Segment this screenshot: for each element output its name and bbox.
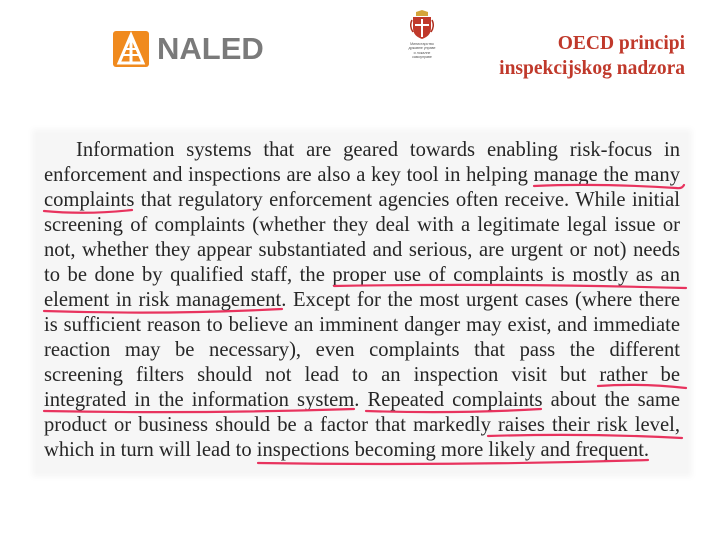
naled-mark-icon xyxy=(113,31,149,67)
excerpt-line: reaction may be necessary), even complaints that pass the different xyxy=(44,339,680,361)
excerpt-line: to be done by qualified staff, the proper use of complaints is mostly as an xyxy=(44,264,680,286)
serbian-crest-logo xyxy=(402,10,442,74)
excerpt-line: product or business should be a factor that markedly raises their risk level, xyxy=(44,414,680,436)
excerpt-line: not, whether they appear substantiated and serious, are urgent or not) needs xyxy=(44,239,680,261)
excerpt-line: integrated in the information system. Repeated complaints about the same xyxy=(44,389,680,411)
slide-title-line-1: OECD principi xyxy=(557,33,685,54)
coat-of-arms-icon xyxy=(410,10,434,40)
scanned-excerpt xyxy=(36,133,688,473)
excerpt-line: screening filters should not lead to an inspection visit but rather be xyxy=(44,364,680,386)
excerpt-line: element in risk management. Except for the most urgent cases (where there xyxy=(44,289,680,311)
excerpt-line: which in turn will lead to inspections becoming more likely and frequent. xyxy=(44,439,650,461)
excerpt-line: is sufficient reason to believe an imminent danger may exist, and immediate xyxy=(44,314,680,336)
slide-title xyxy=(499,31,685,81)
slide-title-line-2: inspekcijskog nadzora xyxy=(499,58,685,79)
excerpt-line: enforcement and inspections are also a key tool in helping manage the many xyxy=(44,164,680,186)
excerpt-line: complaints that regulatory enforcement agencies often receive. While initial xyxy=(44,189,680,211)
ministry-caption: Министарство државне управе и локалне самоуправе xyxy=(408,42,436,60)
excerpt-line: Information systems that are geared towards enabling risk-focus in xyxy=(76,139,680,161)
naled-logo-text: NALED xyxy=(157,31,264,66)
naled-logo xyxy=(113,30,264,68)
excerpt-line: screening of complaints (whether they deal with a legitimate legal issue or xyxy=(44,214,680,236)
